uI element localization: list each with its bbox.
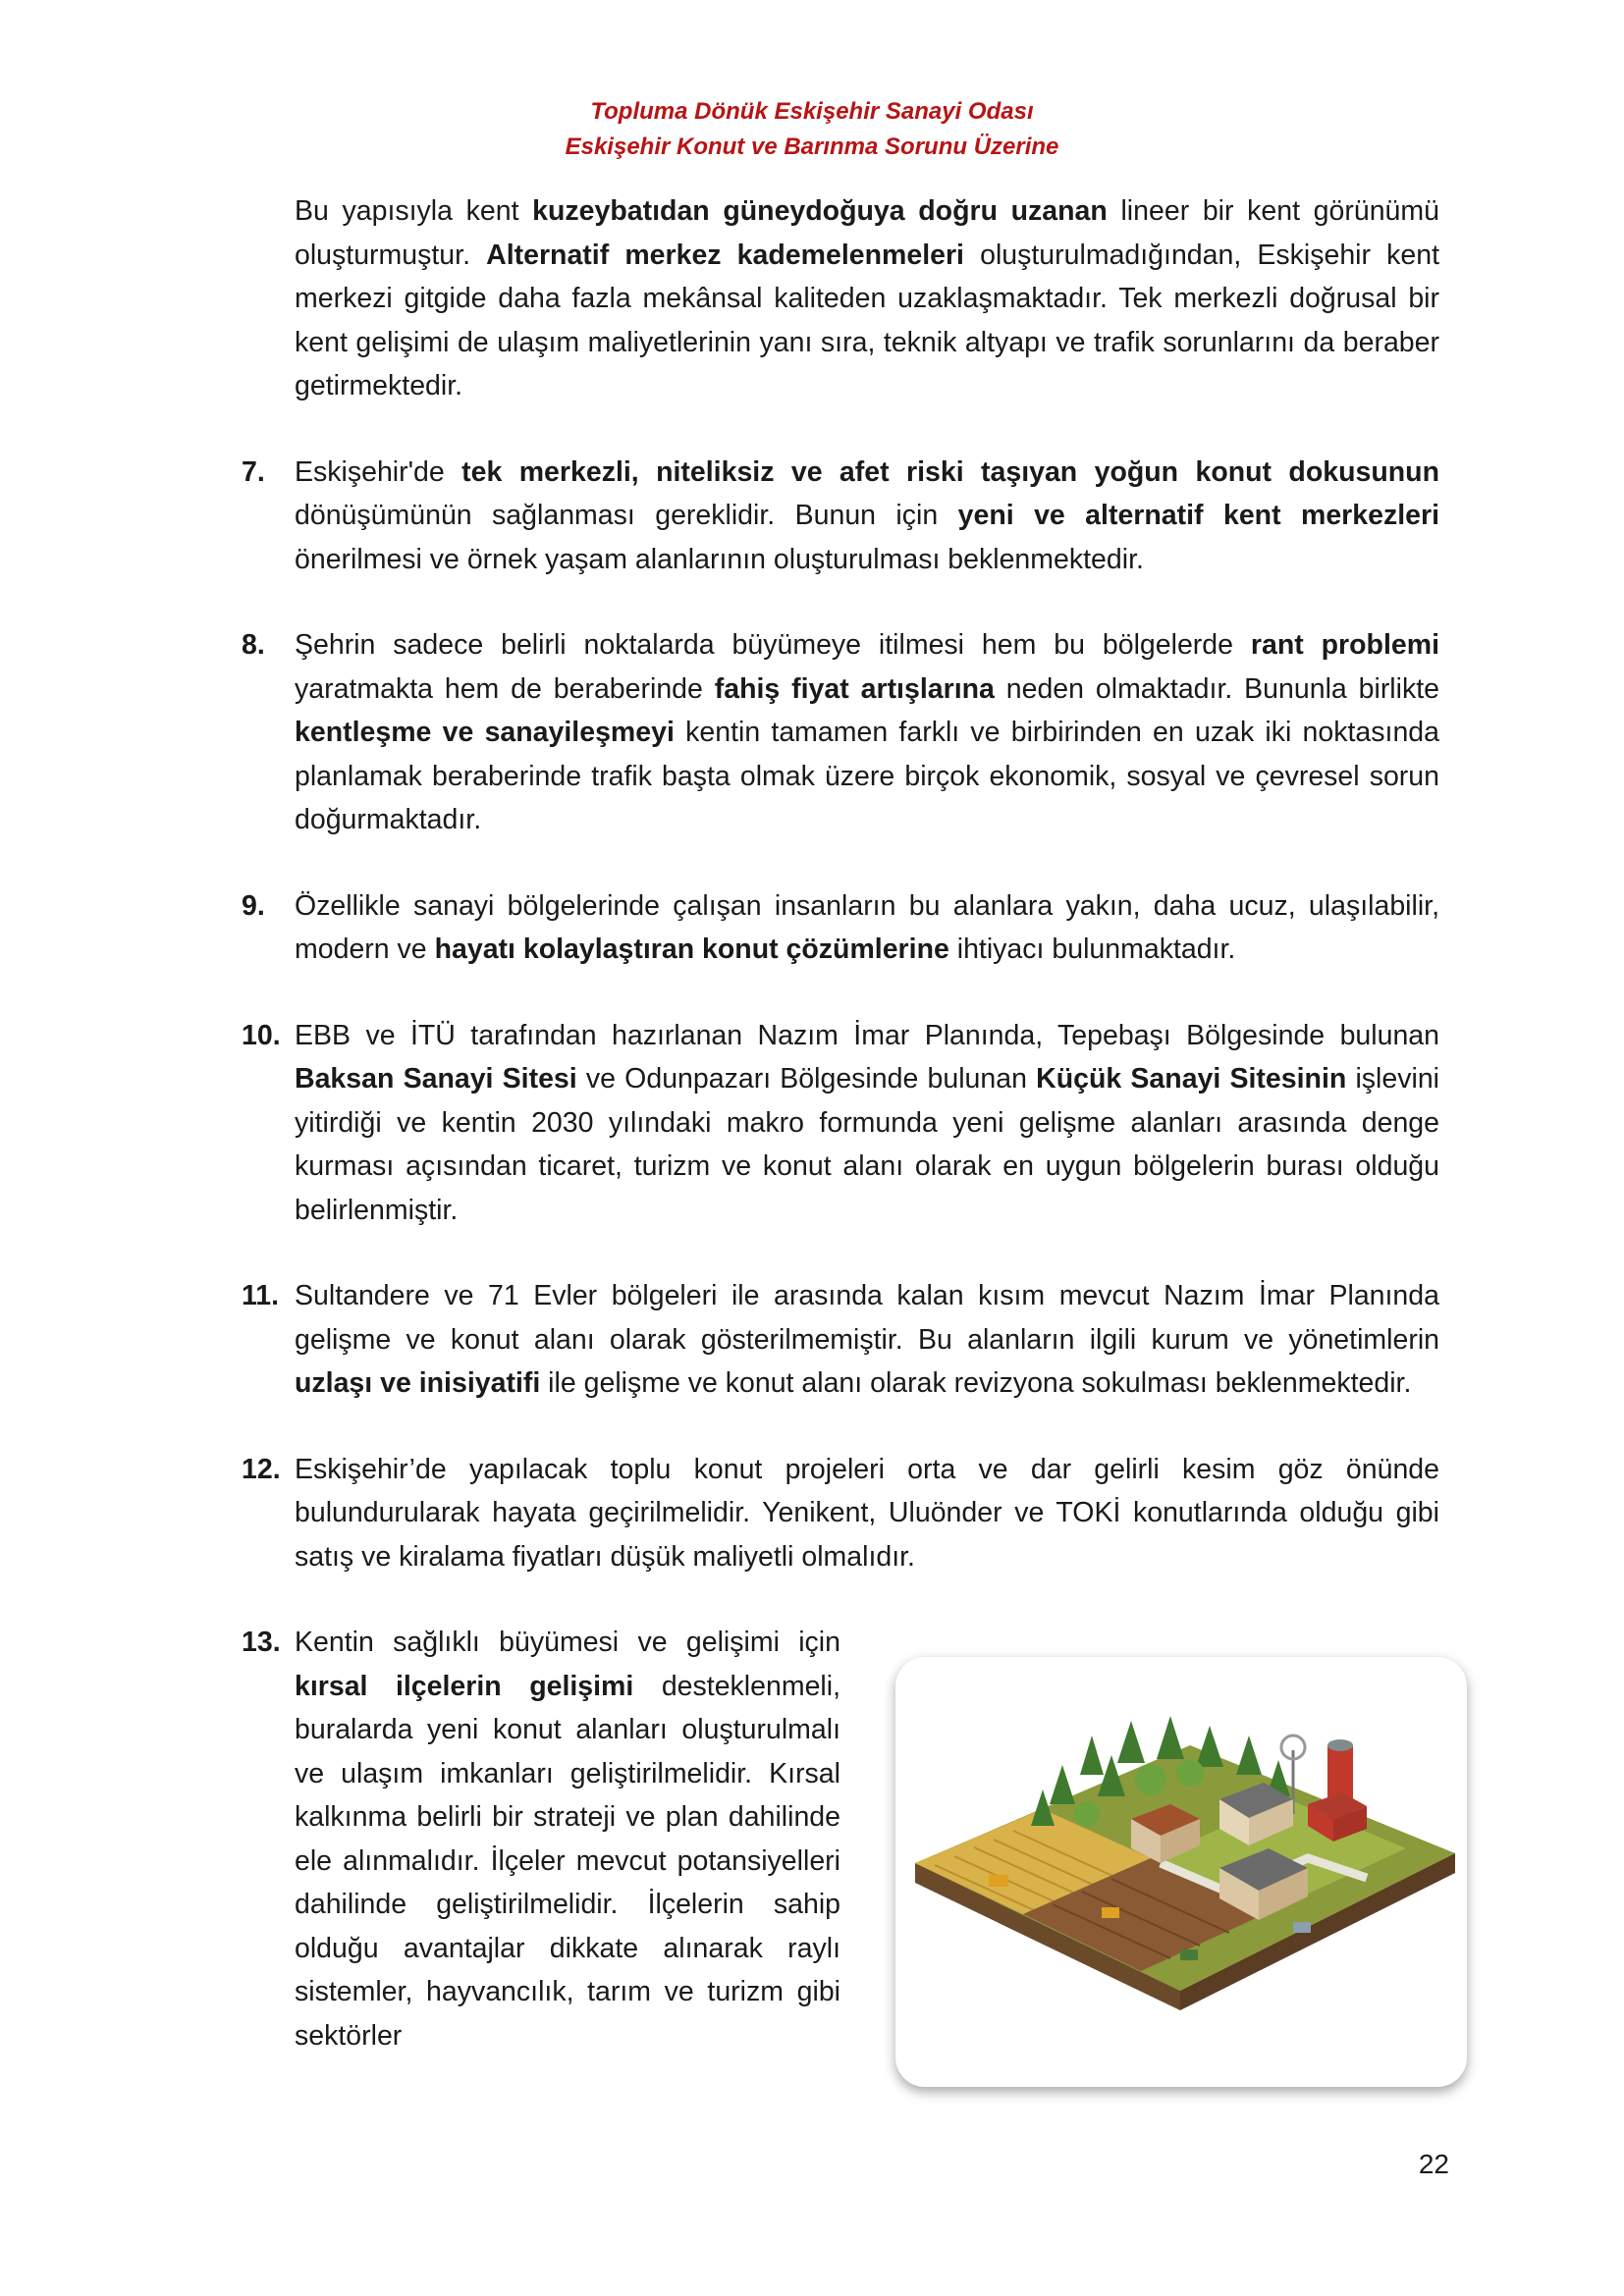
list-item-10: [242, 1014, 1439, 1233]
bold-run: tek merkezli, niteliksiz ve afet riski taşıyan yoğun konut dokusunun: [461, 455, 1439, 488]
item-number: 7.: [242, 455, 265, 488]
text-run: Şehrin sadece belirli noktalarda büyümeye itilmesi hem bu bölgelerde: [295, 629, 1251, 661]
item-text: [295, 1274, 1439, 1406]
text-run: lineer bir kent görünümü oluşturmuştur.: [295, 195, 1440, 271]
item-number: 11.: [242, 1280, 280, 1311]
list-item-12: [242, 1448, 1439, 1579]
page-header: [0, 94, 1624, 165]
bold-run: uzlaşı ve inisiyatifi: [295, 1367, 541, 1399]
text-run: önerilmesi ve örnek yaşam alanlarının oluşturulması beklenmektedir.: [295, 543, 1144, 575]
header-title-line1: Topluma Dönük Eskişehir Sanayi Odası: [590, 98, 1034, 125]
text-run: Eskişehir’de yapılacak toplu konut projeleri orta ve dar gelirli kesim göz önünde bulundurularak hayata geçirilmelidir. Yenikent, Uluönder ve TOKİ konutlarında olduğu gibi satış ve kiralama fiyatları düşük maliyetli olmalıdır.: [295, 1453, 1439, 1573]
list-item-7: [242, 451, 1439, 582]
text-run: işlevini yitirdiği ve kentin 2030 yılındaki makro formunda yeni gelişme alanları arasında denge kurması açısından ticaret, turizm ve konut alanı olarak en uygun bölgelerin burası olduğu belirlenmiştir.: [295, 1063, 1439, 1226]
text-run: Sultandere ve 71 Evler bölgeleri ile arasında kalan kısım mevcut Nazım İmar Planında gelişme ve konut alanı olarak gösterilmemiştir. Bu alanların ilgili kurum ve yönetimlerin: [295, 1280, 1439, 1356]
item-number: 13.: [242, 1627, 281, 1658]
item-number: 12.: [242, 1453, 281, 1485]
item-text: [295, 1621, 840, 2057]
text-run: kentin tamamen farklı ve birbirinden en uzak iki noktasında planlamak beraberinde trafik başta olmak üzere birçok ekonomik, sosyal ve çevresel sorun doğurmaktadır.: [295, 717, 1439, 835]
bold-run: hayatı kolaylaştıran konut çözümlerine: [434, 934, 949, 965]
text-run: neden olmaktadır. Bununla birlikte: [994, 672, 1439, 705]
bold-run: kuzeybatıdan güneydoğuya doğru uzanan: [532, 195, 1108, 227]
bold-run: yeni ve alternatif kent merkezleri: [957, 500, 1439, 531]
bold-run: kentleşme ve sanayileşmeyi: [295, 717, 675, 748]
item-number: 9.: [242, 889, 265, 922]
text-run: Bu yapısıyla kent: [295, 195, 533, 227]
text-run: ve Odunpazarı Bölgesinde bulunan: [576, 1063, 1037, 1095]
item-number: 10.: [242, 1019, 281, 1051]
bold-run: kırsal ilçelerin gelişimi: [295, 1670, 634, 1702]
bold-run: fahiş fiyat artışlarına: [714, 672, 995, 705]
bold-run: Alternatif merkez kademelenmeleri: [486, 239, 964, 271]
bold-run: rant problemi: [1250, 629, 1439, 661]
text-run: Özellikle sanayi bölgelerinde çalışan insanların bu alanlara yakın, daha ucuz, ulaşılabilir, modern ve: [295, 889, 1439, 965]
bold-run: Küçük Sanayi Sitesinin: [1036, 1063, 1347, 1095]
text-run: ile gelişme ve konut alanı olarak revizyona sokulması beklenmektedir.: [540, 1367, 1412, 1399]
text-run: EBB ve İTÜ tarafından hazırlanan Nazım İmar Planında, Tepebaşı Bölgesinde bulunan: [295, 1019, 1439, 1051]
list-item-9: [242, 884, 1439, 972]
item-number: 8.: [242, 629, 265, 661]
farm-illustration-icon: [895, 1657, 1467, 2087]
text-run: Kentin sağlıklı büyümesi ve gelişimi için: [295, 1627, 840, 1658]
item-text: [295, 623, 1439, 842]
text-run: ihtiyacı bulunmaktadır.: [948, 934, 1236, 965]
intro-paragraph: [242, 189, 1439, 408]
text-run: dönüşümünün sağlanması gereklidir. Bunun için: [295, 500, 958, 531]
text-run: desteklenmeli, buralarda yeni konut alanları oluşturulmalı ve ulaşım imkanları geliştirilmelidir. Kırsal kalkınma belirli bir strateji ve plan dahilinde ele alınmalıdır. İlçeler mevcut potansiyelleri dahilinde geliştirilmelidir. İlçelerin sahip olduğu avantajlar dikkate alınarak raylı sistemler, hayvancılık, tarım ve turizm gibi sektörler: [295, 1670, 840, 2052]
bold-run: Baksan Sanayi Sitesi: [295, 1063, 577, 1095]
header-title-line2: Eskişehir Konut ve Barınma Sorunu Üzerine: [565, 133, 1059, 160]
text-run: oluşturulmadığından, Eskişehir kent merkezi gitgide daha fazla mekânsal kaliteden uzaklaşmaktadır. Tek merkezli doğrusal bir kent gelişimi de ulaşım maliyetlerinin yanı sıra, teknik altyapı ve trafik sorunlarını da beraber getirmektedir.: [295, 239, 1439, 401]
list-item-8: [242, 623, 1439, 842]
item-text: [295, 451, 1439, 582]
text-run: Eskişehir'de: [295, 455, 462, 488]
list-item-11: [242, 1274, 1439, 1406]
text-run: yaratmakta hem de beraberinde: [295, 672, 715, 705]
item-text: [295, 884, 1439, 972]
item-text: [295, 1448, 1439, 1579]
page-number: 22: [1418, 2149, 1449, 2179]
item-text: [295, 1014, 1439, 1233]
